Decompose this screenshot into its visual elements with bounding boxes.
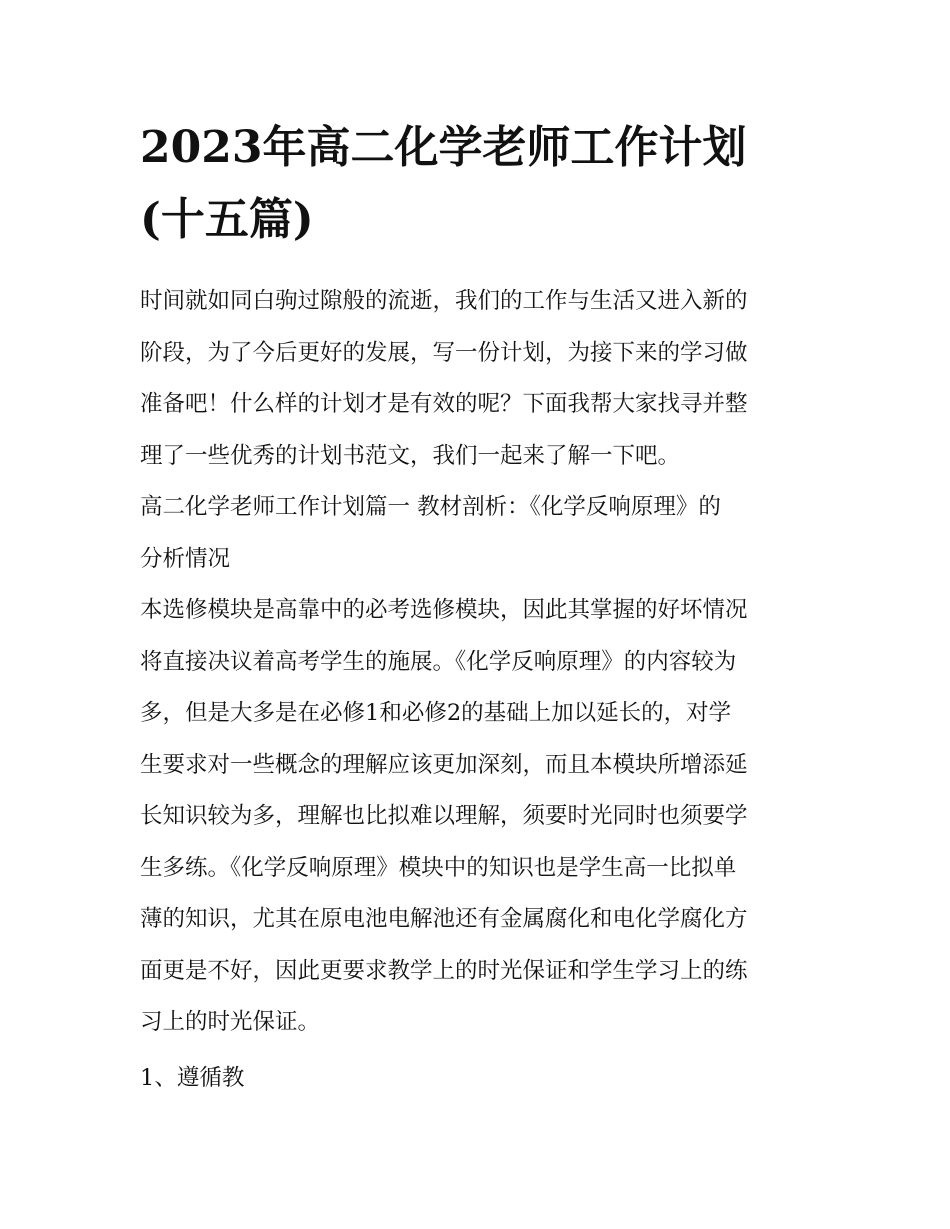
text-line: 分析情况 [140, 545, 231, 572]
text-line: 准备吧！什么样的计划才是有效的呢？下面我帮大家找寻并整 [140, 391, 748, 417]
title-line: (十五篇) [140, 194, 314, 245]
text-line: 生多练。《化学反响原理》模块中的知识也是学生高一比拟单 [140, 854, 737, 881]
text-line: 薄的知识，尤其在原电池电解池还有金属腐化和电化学腐化方 [140, 906, 748, 932]
text-line: 理了一些优秀的计划书范文，我们一起来了解一下吧。 [140, 442, 681, 469]
text-line: 高二化学老师工作计划篇一 教材剖析：《化学反响原理》的 [140, 494, 721, 520]
text-line: 多，但是大多是在必修1和必修2的基础上加以延长的，对学 [140, 700, 732, 726]
text-line: 生要求对一些概念的理解应该更加深刻，而且本模块所增添延 [140, 751, 748, 778]
text-line: 习上的时光保证。 [140, 1009, 321, 1035]
section-heading [140, 482, 815, 585]
text-line: 阶段，为了今后更好的发展，写一份计划，为接下来的学习做 [140, 339, 748, 366]
list-item [140, 1053, 815, 1105]
intro-paragraph [140, 276, 815, 482]
document-title [140, 112, 815, 256]
text-line: 将直接决议着高考学生的施展。《化学反响原理》的内容较为 [140, 648, 737, 675]
text-line: 长知识较为多，理解也比拟难以理解，须要时光同时也须要学 [140, 803, 748, 829]
document-content [140, 112, 815, 1104]
list-item-text: 1、遵循教 [140, 1064, 245, 1091]
body-paragraph [140, 585, 815, 1049]
text-line: 本选修模块是高靠中的必考选修模块，因此其掌握的好坏情况 [140, 597, 748, 623]
text-line: 面更是不好，因此更要求教学上的时光保证和学生学习上的练 [140, 957, 748, 984]
title-line: 2023年高二化学老师工作计划 [140, 122, 747, 173]
text-line: 时间就如同白驹过隙般的流逝，我们的工作与生活又进入新的 [140, 288, 748, 314]
